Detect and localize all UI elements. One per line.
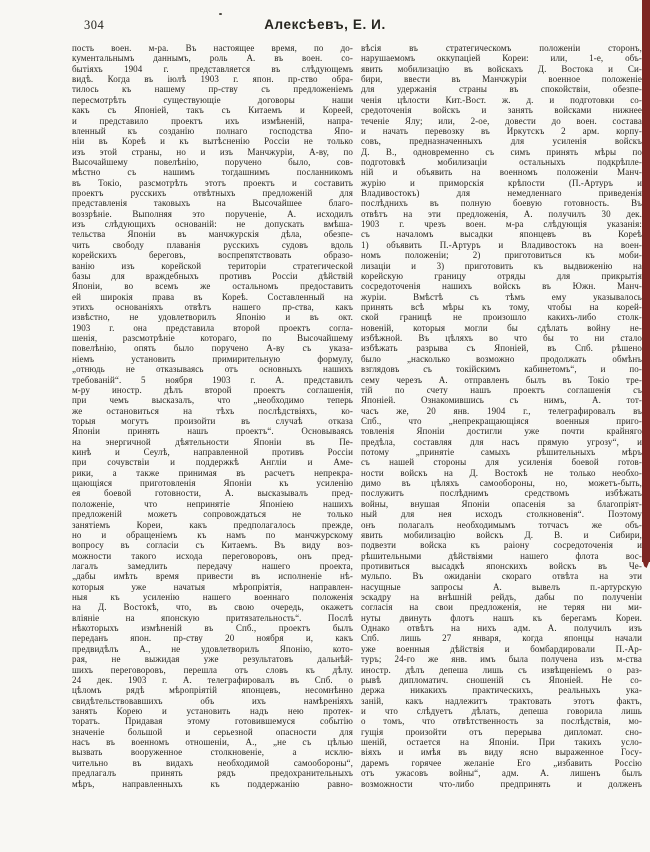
text-line: цѣломъ рядѣ мѣропріятій японцевъ, несомнѣнно	[72, 685, 353, 696]
text-line: ей широкія права въ Кореѣ. Составленный на	[72, 291, 353, 302]
text-line: избѣжной. Въ цѣляхъ во что бы то ни стало	[361, 333, 642, 344]
page-title: Алексѣевъ, Е. И.	[264, 17, 386, 32]
text-line: кинѣ и Сеулѣ, направленной противъ Россіи	[72, 447, 353, 458]
text-line: иностр. дѣлъ депеша лишь съ извѣщеніемъ о раз-	[361, 664, 642, 675]
text-line: часъ же, 20 янв. 1904 г., телеграфировалъ въ	[361, 405, 642, 416]
text-line: повелѣнію, опять было поручено А-ву съ указа-	[72, 343, 353, 354]
text-line: нуты двинуть флотъ нашъ къ берегамъ Кореи.	[361, 612, 642, 623]
text-line: мѣръ, направленныхъ къ поддержанію равно-	[72, 778, 353, 789]
text-line: явить мобилизацію въ войскахъ Д. Востока и Си-	[361, 63, 642, 74]
text-line: переданъ япон. пр-ству 20 ноября и, какъ	[72, 633, 353, 644]
text-line: Японіи, во всемъ же остальномъ предоставить	[72, 281, 353, 292]
page-number: 304	[84, 18, 105, 32]
text-line: рывѣ дипломатич. сношеній съ Японіей. Не со-	[361, 674, 642, 685]
text-line: какъ съ Японіей, такъ съ Китаемъ и Кореей,	[72, 105, 353, 116]
text-line: м-ру иностр. дѣлъ второй проектъ соглашенія,	[72, 384, 353, 395]
text-line: при сочувствіи и поддержкѣ Англіи и Аме-	[72, 457, 353, 468]
text-line: насущные запросы А. вывелъ п.-артурскую	[361, 581, 642, 592]
text-line: пость воен. м-ра. Въ настоящее время, по до-	[72, 43, 353, 53]
text-line: ея боевой готовности, А. высказывалъ пред-	[72, 488, 353, 499]
text-line: уже военныя дѣйствія и бомбардировали П.-Ар-	[361, 643, 642, 654]
text-line: пересмотрѣть существующіе договоры наши	[72, 94, 353, 105]
text-line: ской границѣ не произошло какихъ-либо столк-	[361, 312, 642, 323]
text-line: шихъ переговоровъ, перешла отъ словъ къ дѣлу.	[72, 664, 353, 675]
text-line: бытіяхъ 1904 г. представляется въ слѣдующемъ	[72, 63, 353, 74]
text-line: корейскую границу отряды для прикрытія	[361, 270, 642, 281]
text-line: на энергичной дѣятельности Японіи въ Пе-	[72, 436, 353, 447]
text-line: журію и приморскія крѣпости (П.-Артуръ и	[361, 177, 642, 188]
text-line: бири, ввести въ Манчжуріи военное положеніе	[361, 74, 642, 85]
text-line: предложеній можетъ сопровождаться не только	[72, 509, 353, 520]
text-line: взглядовъ съ токійскимъ кабинетомъ“, и по-	[361, 364, 642, 375]
text-line: тилось къ нашему пр-ству съ предложеніемъ	[72, 84, 353, 95]
text-line: предѣла, составляя для насъ прямую угрозу“, и	[361, 436, 642, 447]
text-line: послѣднихъ въ полную боевую готовность. Въ	[361, 198, 642, 209]
text-line: эскадру на внѣшній рейдъ, дабы по полученіи	[361, 592, 642, 603]
text-line: ныя къ усиленію нашего военнаго положенія	[72, 592, 353, 603]
text-line: въ Токіо, разсмотрѣть этотъ проектъ и составить	[72, 177, 353, 188]
text-line: лизаціи и 3) приготовить къ выдвиженію на	[361, 260, 642, 271]
text-line: сему черезъ А. отправленъ былъ въ Токіо тре-	[361, 374, 642, 385]
text-line: войны, внушая Японіи опасенія за благопріят-	[361, 498, 642, 509]
text-line: Высочайшему повелѣнію, поручено было, сов-	[72, 156, 353, 167]
text-line: согласія на свои предложенія, не теряя ни ми-	[361, 602, 642, 613]
text-line: значеніе большой и серьезной опасности для	[72, 726, 353, 737]
left-text-column	[72, 43, 353, 789]
text-line: даремъ горячее желаніе Его „избавить Россію	[361, 757, 642, 768]
text-line: „дабы имѣть время привести въ исполненіе нѣ-	[72, 571, 353, 582]
text-line: проектъ русскихъ отвѣтныхъ предложеній для	[72, 188, 353, 199]
text-line: віяхъ и имѣя въ виду ясно выраженное Госу-	[361, 747, 642, 758]
text-line: торатъ. Придавая этому готовившемуся событію	[72, 716, 353, 727]
text-line: чительно въ видахъ необходимой самообороны“,	[72, 757, 353, 768]
text-line: шенія, разсмотрѣніе котораго, по Высочайшему	[72, 333, 353, 344]
text-line: же остановиться на тѣхъ послѣдствіяхъ, ко-	[72, 405, 353, 416]
text-line: рѣшительными дѣйствіями нашего флота вос-	[361, 550, 642, 561]
text-line: теченіе Ялу; или, 2-ое, довести до воен. состава	[361, 115, 642, 126]
text-line: ности войскъ на Д. Востокѣ не только необхо-	[361, 467, 642, 478]
text-line: 24 дек. 1903 г. А. телеграфировалъ въ Спб. о	[72, 674, 353, 685]
text-line: тій по счету нашъ проектъ соглашенія съ	[361, 384, 642, 395]
text-line: Спб., что „непрекращающіяся военныя приго-	[361, 415, 642, 426]
text-line: положеніе, что непринятіе Японіею нашихъ	[72, 498, 353, 509]
text-line: чить свободу плаванія русскихъ судовъ вдоль	[72, 239, 353, 250]
text-line: лагалъ замедлить передачу нашего проекта,	[72, 560, 353, 571]
text-line: товленія Японіи достигли уже почти крайняго	[361, 426, 642, 437]
text-line: мѣстно съ нашимъ тогдашнимъ посланникомъ	[72, 167, 353, 178]
text-line: вопросу въ согласіи съ Китаемъ. Въ виду воз-	[72, 540, 353, 551]
text-line: отъ ужасовъ войны“, адм. А. лишенъ былъ	[361, 768, 642, 779]
text-line: требованій“. 5 ноября 1903 г. А. представилъ	[72, 374, 353, 385]
text-line: вленный къ созданію полнаго господства Япо-	[72, 125, 353, 136]
text-line: изъ этой страны, но и изъ Манчжуріи, А-ву, по	[72, 146, 353, 157]
text-line: на Д. Востокѣ, что, въ свою очередь, окажетъ	[72, 602, 353, 613]
text-line: нѣкоторыхъ измѣненій въ Спб., проектъ былъ	[72, 623, 353, 634]
text-line: Однако отвѣтъ на нихъ адм. А. получилъ изъ	[361, 623, 642, 634]
text-line: предлагалъ принять рядъ предохранительныхъ	[72, 768, 353, 779]
text-line: занять Корею и установить надъ нею протек-	[72, 706, 353, 716]
text-line: Японіи принять нашъ проектъ“. Основываясь	[72, 426, 353, 437]
text-line: о томъ, что отвѣтственность за послѣдствія, мо-	[361, 716, 642, 727]
text-line: принять всѣ мѣры къ тому, чтобы на корей-	[361, 301, 642, 312]
book-edge-strip	[642, 0, 650, 562]
text-line: корейскихъ береговъ, воспрепятствовать образо-	[72, 250, 353, 261]
text-line: рики, а также принимая въ расчетъ непрекра-	[72, 467, 353, 478]
text-line: насъ въ военномъ отношеніи, А., „не съ цѣлью	[72, 737, 353, 748]
text-line: Д. В., одновременно съ симъ принять мѣры по	[361, 146, 642, 157]
text-line: торыя могутъ произойти въ случаѣ отказа	[72, 415, 353, 426]
text-line: совъ, предназначенныхъ для усиленія войскъ	[361, 136, 642, 147]
text-line: подготовкѣ мобилизаціи остальныхъ подкрѣпле-	[361, 156, 642, 167]
text-line: ніи въ Кореѣ и къ вытѣсненію Россіи не только	[72, 136, 353, 147]
text-line: кументальнымъ даннымъ, роль А. въ воен. со-	[72, 53, 353, 64]
text-line: сосредоточенія нашихъ войскъ въ Южн. Манч-	[361, 281, 642, 292]
text-line: которыя уже начатыя мѣропріятія, направлен-	[72, 581, 353, 592]
text-line: держа никакихъ практическихъ, реальныхъ ука-	[361, 685, 642, 696]
text-line: ніемъ установить примирительную формулу,	[72, 353, 353, 364]
text-line: 1903 г. она представила второй проектъ согла-	[72, 322, 353, 333]
text-line: и что слѣдуетъ дѣлать, депеша говорила лишь	[361, 706, 642, 716]
text-line: вліяніе на японскую притязательность“. Послѣ	[72, 612, 353, 623]
text-line: туръ; 24-го же янв. имъ была получена изъ м-ства	[361, 654, 642, 665]
text-line: ченія цѣлости Кит.-Вост. ж. д. и подготовки со-	[361, 94, 642, 105]
text-line: 1) объявить П.-Артуръ и Владивостокъ на воен-	[361, 239, 642, 250]
text-line: съ нашей стороны для усиленія боевой готов-	[361, 457, 642, 468]
text-line: но и обращеніемъ къ намъ по манчжурскому	[72, 529, 353, 540]
text-line: вѣсія въ стратегическомъ положеніи сторонъ,	[361, 43, 642, 53]
text-line: противиться высадкѣ японскихъ войскъ въ Че-	[361, 560, 642, 571]
text-line: димо въ цѣляхъ самообороны, но, можетъ-быть,	[361, 478, 642, 489]
text-line: Спб. лишь 27 января, когда японцы начали	[361, 633, 642, 644]
text-line: подвезти войска къ раіону сосредоточенія и	[361, 540, 642, 551]
text-line: средоточенія войскъ и занять войсками нижнее	[361, 105, 642, 116]
text-line: занятіемъ Кореи, какъ предполагалось прежде,	[72, 519, 353, 530]
text-line: потому „принятіе самыхъ рѣшительныхъ мѣръ	[361, 447, 642, 458]
text-line: возможности что-либо предпринять и долженъ	[361, 778, 642, 789]
text-line: для удержанія страны въ спокойствіи, обезпе-	[361, 84, 642, 95]
text-line: Владивостокъ) для немедленнаго приведенія	[361, 188, 642, 199]
text-line: избѣжать разрыва съ Японіей, въ Спб. рѣшено	[361, 343, 642, 354]
text-line: воззрѣніе. Выполняя это порученіе, А. исходилъ	[72, 208, 353, 219]
text-line: съ началомъ высадки японцевъ въ Кореѣ	[361, 229, 642, 240]
text-line: этихъ основаніяхъ отвѣтъ нашего пр-ства, какъ	[72, 301, 353, 312]
text-line: „отнюдь не отказываясь отъ основныхъ нашихъ	[72, 364, 353, 375]
text-line: нарушаемомъ оккупаціей Кореи: или, 1-е, объ-	[361, 53, 642, 64]
text-line: послужитъ послѣднимъ средствомъ избѣжать	[361, 488, 642, 499]
text-line: заній, какъ надлежитъ трактовать этотъ фактъ,	[361, 695, 642, 706]
scan-speck	[219, 13, 222, 15]
right-text-column	[361, 43, 642, 789]
text-line: новеній, которыя могли бы сдѣлать войну не-	[361, 322, 642, 333]
text-line: вызвать вооруженное столкновеніе, а исклю-	[72, 747, 353, 758]
text-line: ванію изъ корейской територіи стратегической	[72, 260, 353, 271]
text-line: гущія произойти отъ перерыва дипломат. сно-	[361, 726, 642, 737]
text-line: явить мобилизацію войскъ Д. В. и Сибири,	[361, 529, 642, 540]
text-line: онъ полагалъ необходимымъ тотчасъ же объ-	[361, 519, 642, 530]
text-line: и начать перевозку въ Иркутскъ 2 арм. корпу-	[361, 125, 642, 136]
text-line: тельства Японіи въ манчжурскія дѣла, обезпе-	[72, 229, 353, 240]
text-line: извѣстно, не удовлетворилъ Японію и въ окт.	[72, 312, 353, 323]
text-line: и представило проектъ ихъ измѣненій, напра-	[72, 115, 353, 126]
text-columns	[72, 43, 642, 789]
text-line: журіи. Вмѣстѣ съ тѣмъ ему указывалось	[361, 291, 642, 302]
text-line: было „насколько возможно продолжать обмѣнъ	[361, 353, 642, 364]
text-line: номъ положеніи; 2) приготовиться къ моби-	[361, 250, 642, 261]
text-line: предвидѣлъ А., не удовлетворилъ Японію, кото-	[72, 643, 353, 654]
text-line: ній и объявить на военномъ положеніи Манч-	[361, 167, 642, 178]
text-line: можности такого исхода переговоровъ, онъ пред-	[72, 550, 353, 561]
page-header	[0, 17, 650, 33]
text-line: свидѣтельствовавшихъ объ ихъ намѣреніяхъ	[72, 695, 353, 706]
text-line: рая, не выжидая уже результатовъ дальнѣй-	[72, 654, 353, 665]
text-line: Японіей. Ознакомившись съ нимъ, А. тот-	[361, 395, 642, 406]
text-line: отвѣтъ на эти предложенія, А. получилъ 30 дек.	[361, 208, 642, 219]
text-line: при чемъ высказалъ, что „необходимо теперь	[72, 395, 353, 406]
text-line: видѣ. Когда въ іюлѣ 1903 г. япон. пр-ство обра-	[72, 74, 353, 85]
text-line: щающіяся приготовленія Японіи къ усиленію	[72, 478, 353, 489]
text-line: 1903 г. чрезъ воен. м-ра слѣдующія указанія:	[361, 219, 642, 230]
text-line: ный для нея исходъ столкновенія“. Поэтому	[361, 509, 642, 520]
text-line: представленія таковыхъ на Высочайшее благо-	[72, 198, 353, 209]
text-line: шеній, остается на Японіи. При такихъ усло-	[361, 737, 642, 748]
text-line: базы для враждебныхъ противъ Россіи дѣйствій	[72, 270, 353, 281]
text-line: изъ слѣдующихъ основаній: не допускать вмѣша-	[72, 219, 353, 230]
text-line: мульпо. Въ ожиданіи скораго отвѣта на эти	[361, 571, 642, 582]
